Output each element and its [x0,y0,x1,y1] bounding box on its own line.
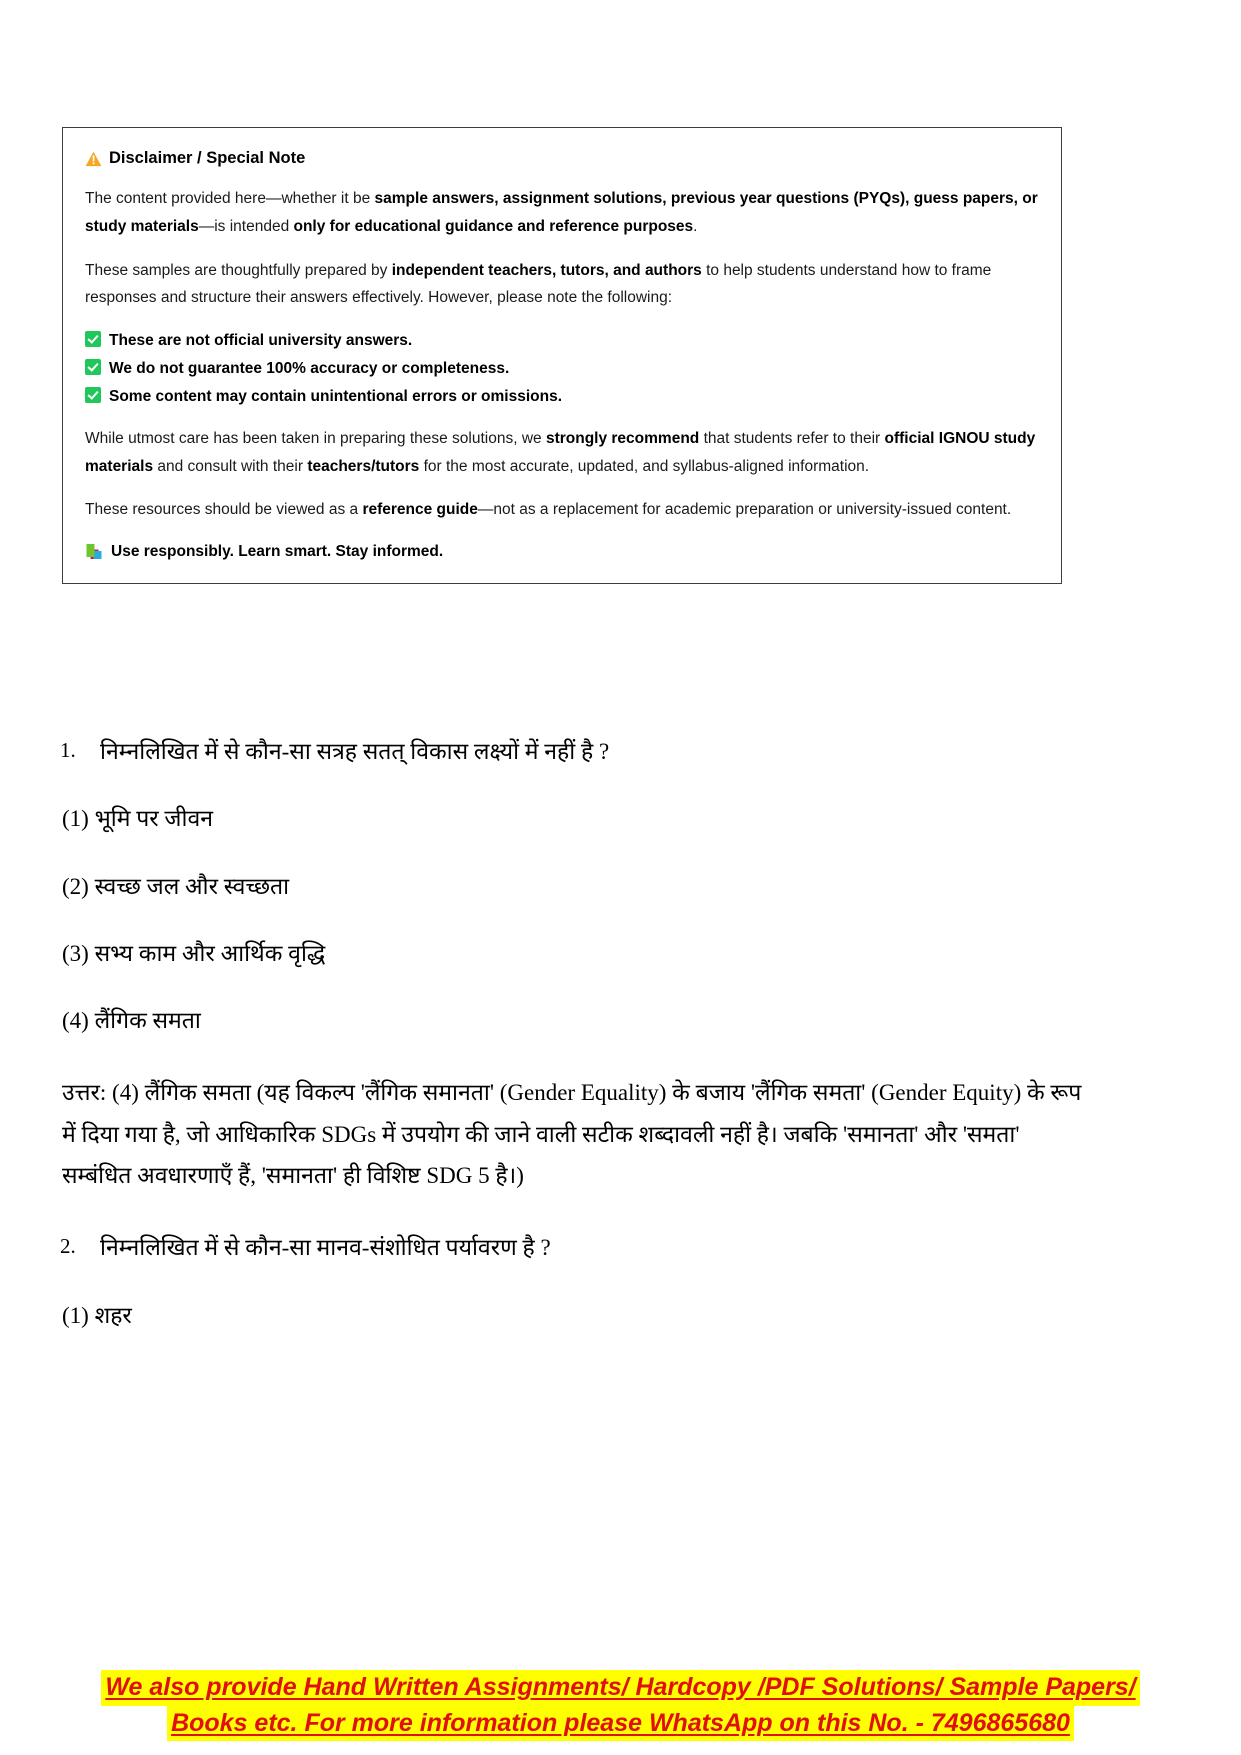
para1-part-e: . [693,218,698,236]
question-answer-area [0,735,1241,1366]
check-item-label: We do not guarantee 100% accuracy or completeness. [109,359,510,377]
check-item-label: Some content may contain unintentional errors or omissions. [109,387,563,405]
para3-part-b: strongly recommend [545,430,700,448]
question-2-option-1: (1) शहर [62,1302,132,1328]
para2-part-a: These samples are thoughtfully prepared by [85,261,392,279]
check-icon [85,331,101,347]
para1-part-d: only for educational guidance and reference purposes [293,218,694,236]
list-item [85,384,1039,409]
para1-part-b: sample answers, assignment solutions, previous year questions (PYQs), guess papers, or study materials [85,190,1038,236]
check-icon [85,387,101,403]
question-1 [0,735,1241,768]
disclaimer-box [62,127,1062,584]
question-1-option-4: (4) लैंगिक समता [62,1008,201,1034]
para2-part-b: independent teachers, tutors, and authors [391,261,702,279]
para3-part-c: that students refer to their [699,430,885,448]
para3-part-a: While utmost care has been taken in preparing these solutions, we [85,430,546,448]
question-2 [0,1231,1241,1264]
para3-part-g: for the most accurate, updated, and syllabus-aligned information. [419,457,870,475]
promo-line-1: We also provide Hand Written Assignments/ Hardcopy /PDF Solutions/ Sample Papers/ [101,1670,1139,1706]
question-2-number: 2. [60,1234,76,1259]
para4-part-c: —not as a replacement for academic preparation or university-issued content. [477,501,1012,519]
disclaimer-check-list [85,328,1039,409]
para1-part-c: —is intended [198,218,294,236]
para4-part-a: These resources should be viewed as a [85,501,363,519]
disclaimer-paragraph-3 [85,425,1039,480]
disclaimer-paragraph-2 [85,257,1039,312]
para4-part-b: reference guide [362,501,478,519]
disclaimer-footer-row [85,540,1039,563]
check-icon [85,359,101,375]
disclaimer-title-text: Disclaimer / Special Note [109,149,306,167]
list-item [85,356,1039,381]
question-1-number: 1. [60,738,76,762]
para1-part-a: The content provided here—whether it be [85,190,375,208]
question-2-text: निम्नलिखित में से कौन-सा मानव-संशोधित पर्यावरण है ? [100,1235,551,1261]
para3-part-e: and consult with their [153,457,308,475]
question-1-option-1: (1) भूमि पर जीवन [62,806,213,832]
promo-footer-banner [0,1670,1241,1741]
question-1-option-2: (2) स्वच्छ जल और स्वच्छता [62,873,290,899]
books-icon [85,543,103,560]
disclaimer-paragraph-1 [85,185,1039,240]
para2-part-c: to help students understand how to frame responses and structure their answers effectively. However, please note the following: [85,261,992,307]
question-1-option-3: (3) सभ्य काम और आर्थिक वृद्धि [62,941,326,967]
para3-part-f: teachers/tutors [307,457,420,475]
promo-line-2: Books etc. For more information please WhatsApp on this No. - 7496865680 [167,1706,1074,1742]
disclaimer-title-row [85,148,1039,169]
warning-icon [85,151,102,167]
para3-part-d: official IGNOU study materials [85,430,1036,475]
disclaimer-footer-text: Use responsibly. Learn smart. Stay informed. [111,542,444,560]
question-1-answer: उत्तर: (4) लैंगिक समता (यह विकल्प 'लैंगिक समानता' (Gender Equality) के बजाय 'लैंगिक समता' (Gender Equity) के रूप में दिया गया है, जो आधिकारिक SDGs में उपयोग की जाने वाली सटीक शब्दावली नहीं है। जबकि 'समानता' और 'समता' सम्बंधित अवधारणाएँ हैं, 'समानता' ही विशिष्ट SDG 5 है।) [62,1079,1082,1189]
list-item [85,328,1039,353]
disclaimer-paragraph-4 [85,496,1039,524]
check-item-label: These are not official university answers. [109,331,413,349]
question-1-text: निम्नलिखित में से कौन-सा सत्रह सतत् विकास लक्ष्यों में नहीं है ? [100,739,610,764]
